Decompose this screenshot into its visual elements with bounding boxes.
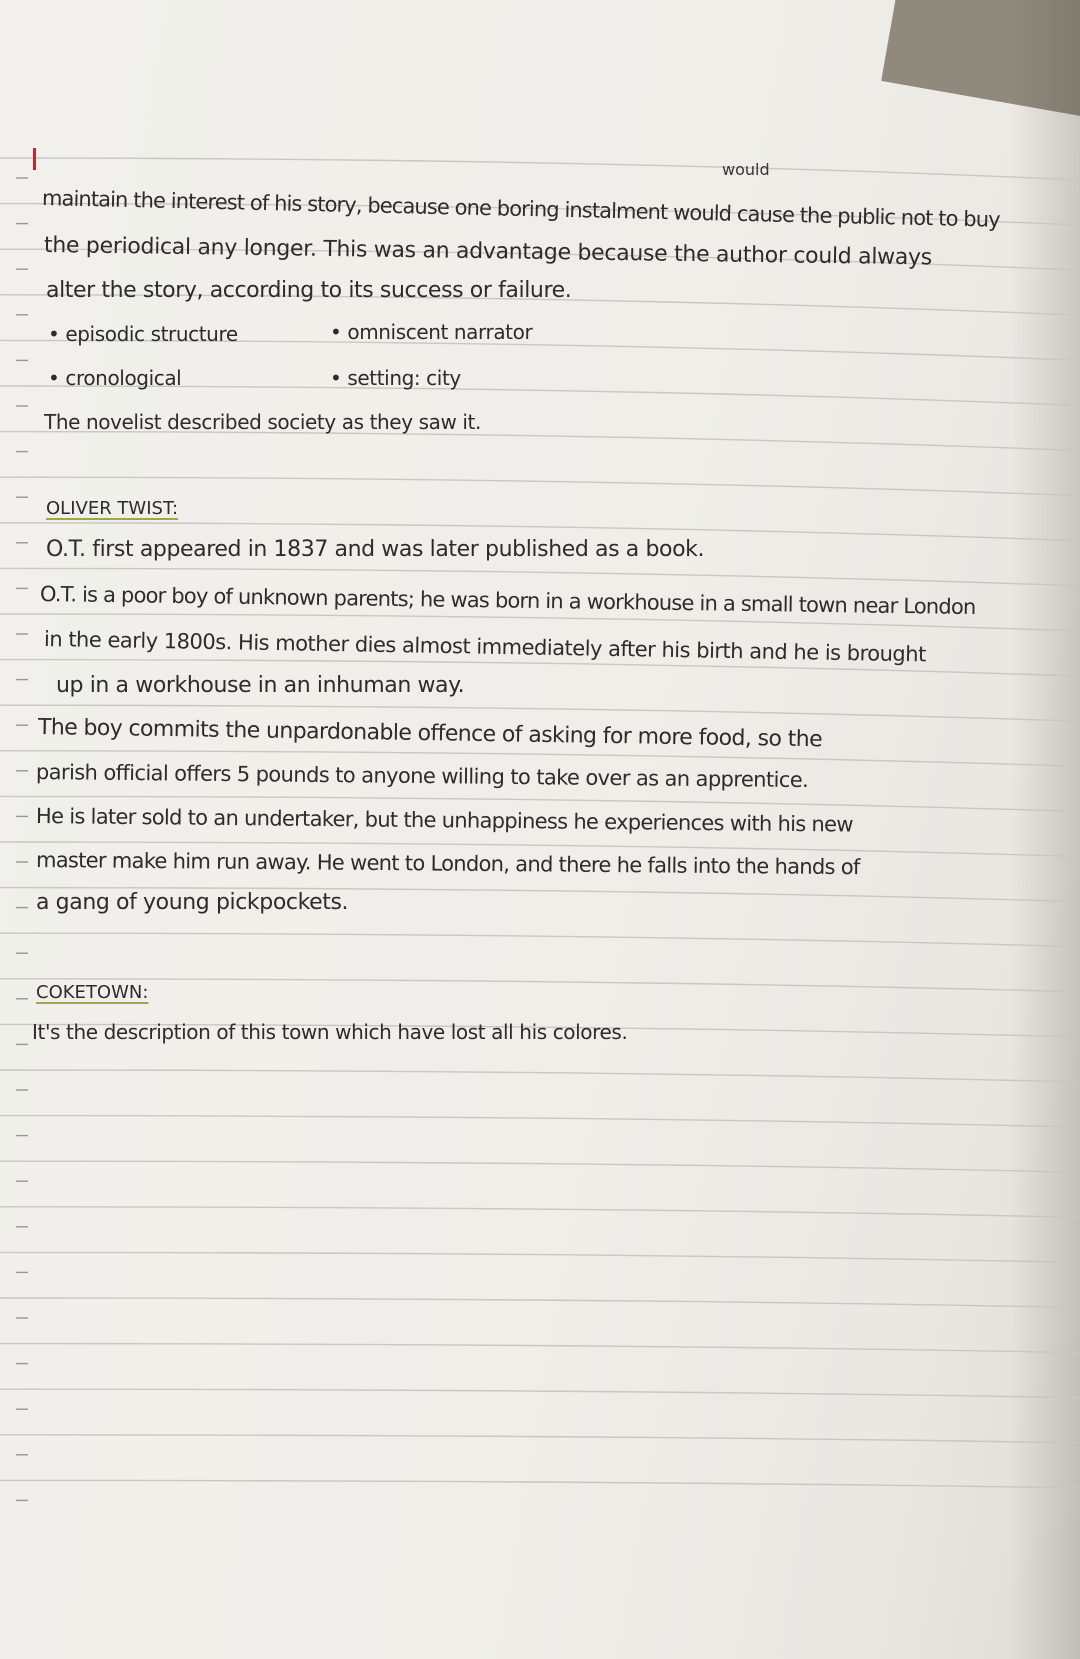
ruled-line: [0, 432, 1080, 451]
paragraph1-line3: alter the story, according to its success or failure.: [46, 278, 572, 303]
ruled-line: [0, 1207, 1080, 1218]
ruled-line: [0, 1344, 1080, 1353]
oliver-line1: O.T. first appeared in 1837 and was later published as a book.: [46, 537, 705, 562]
ruled-line: [0, 477, 1080, 496]
bullet-chronological: • cronological: [48, 366, 182, 390]
insertion-word: would: [722, 160, 770, 179]
ruled-line: [0, 1161, 1080, 1172]
bullet-setting: • setting: city: [330, 366, 461, 390]
oliver-line7: He is later sold to an undertaker, but the unhappiness he experiences with his new: [35, 804, 853, 837]
ruled-line: [0, 1435, 1080, 1443]
bullet-episodic: • episodic structure: [48, 322, 238, 346]
ruled-line: [0, 1252, 1080, 1262]
oliver-twist-heading: OLIVER TWIST:: [46, 498, 179, 519]
ruled-line: [0, 1298, 1080, 1308]
paragraph1-line2: the periodical any longer. This was an advantage because the author could always: [43, 233, 933, 271]
coketown-line1: It's the description of this town which have lost all his colores.: [32, 1020, 628, 1044]
ruled-line: [0, 979, 1080, 992]
paragraph1-line1: maintain the interest of his story, because one boring instalment would cause the public not to buy: [41, 186, 1000, 232]
bullet-narrator: • omniscent narrator: [330, 320, 533, 344]
oliver-line8: master make him run away. He went to London, and there he falls into the hands of: [35, 848, 860, 880]
oliver-line6: parish official offers 5 pounds to anyone willing to take over as an apprentice.: [35, 760, 809, 793]
red-margin-mark: [33, 148, 36, 170]
oliver-line4: up in a workhouse in an inhuman way.: [56, 673, 465, 698]
ruled-line: [0, 933, 1080, 947]
ruled-line: [0, 1389, 1080, 1398]
ruled-line: [0, 1116, 1080, 1128]
ruled-line: [0, 1480, 1080, 1488]
oliver-line3: in the early 1800s. His mother dies almost immediately after his birth and he is brought: [43, 627, 927, 667]
oliver-line9: a gang of young pickpockets.: [36, 890, 349, 915]
oliver-line2: O.T. is a poor boy of unknown parents; he was born in a workhouse in a small town near London: [39, 582, 976, 620]
closing-line: The novelist described society as they saw it.: [44, 410, 481, 434]
coketown-heading: COKETOWN:: [36, 982, 149, 1003]
ruled-line: [0, 158, 1080, 180]
oliver-line5: The boy commits the unpardonable offence of asking for more food, so the: [37, 715, 823, 753]
ruled-line: [0, 1070, 1080, 1082]
